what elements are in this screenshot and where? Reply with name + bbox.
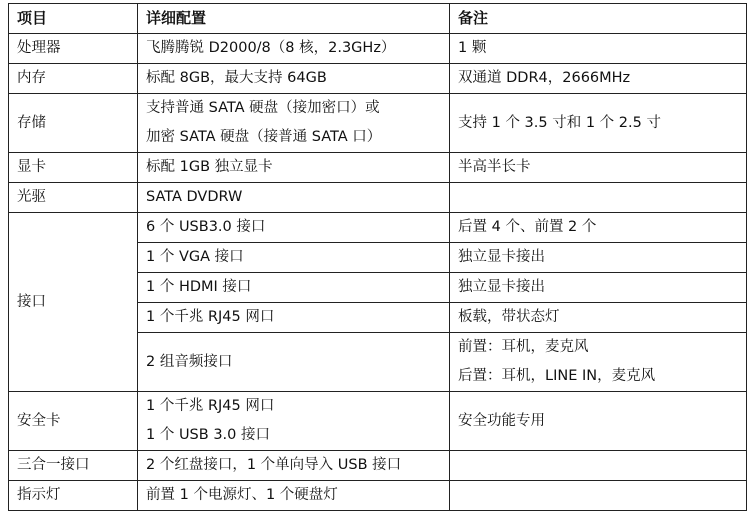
config-cell bbox=[138, 392, 450, 451]
note-cell: 独立显卡接出 bbox=[450, 273, 747, 303]
item-cell: 内存 bbox=[9, 64, 138, 94]
item-cell: 安全卡 bbox=[9, 392, 138, 451]
note-cell: 半高半长卡 bbox=[450, 153, 747, 183]
config-cell: 1 个 HDMI 接口 bbox=[138, 273, 450, 303]
config-line: 支持普通 SATA 硬盘（接加密口）或 bbox=[146, 100, 380, 116]
config-line: 1 个千兆 RJ45 网口 bbox=[146, 398, 275, 414]
item-cell: 光驱 bbox=[9, 183, 138, 213]
note-cell: 安全功能专用 bbox=[450, 392, 747, 451]
config-cell: 标配 8GB，最大支持 64GB bbox=[138, 64, 450, 94]
item-cell: 处理器 bbox=[9, 34, 138, 64]
note-cell bbox=[450, 183, 747, 213]
note-cell: 独立显卡接出 bbox=[450, 243, 747, 273]
config-cell: 1 个千兆 RJ45 网口 bbox=[138, 303, 450, 333]
note-cell bbox=[450, 451, 747, 481]
table-row bbox=[9, 183, 747, 213]
config-line: 1 个 USB 3.0 接口 bbox=[146, 427, 270, 443]
config-cell: 2 个红盘接口，1 个单向导入 USB 接口 bbox=[138, 451, 450, 481]
note-cell: 板载，带状态灯 bbox=[450, 303, 747, 333]
table-row bbox=[9, 153, 747, 183]
item-cell: 接口 bbox=[9, 213, 138, 392]
item-cell: 存储 bbox=[9, 94, 138, 153]
note-cell: 后置 4 个、前置 2 个 bbox=[450, 213, 747, 243]
config-cell: 1 个 VGA 接口 bbox=[138, 243, 450, 273]
note-cell: 支持 1 个 3.5 寸和 1 个 2.5 寸 bbox=[450, 94, 747, 153]
table-header-row bbox=[9, 4, 747, 34]
table-row bbox=[9, 481, 747, 511]
config-line: 加密 SATA 硬盘（接普通 SATA 口） bbox=[146, 129, 382, 145]
config-cell: 标配 1GB 独立显卡 bbox=[138, 153, 450, 183]
table-row bbox=[9, 64, 747, 94]
table-row bbox=[9, 213, 747, 243]
config-cell: 前置 1 个电源灯、1 个硬盘灯 bbox=[138, 481, 450, 511]
note-line: 前置：耳机，麦克风 bbox=[458, 339, 589, 355]
header-config: 详细配置 bbox=[138, 4, 450, 34]
note-cell bbox=[450, 481, 747, 511]
note-cell bbox=[450, 333, 747, 392]
table-row bbox=[9, 34, 747, 64]
config-cell: 飞腾腾锐 D2000/8（8 核，2.3GHz） bbox=[138, 34, 450, 64]
note-cell: 双通道 DDR4，2666MHz bbox=[450, 64, 747, 94]
spec-table bbox=[8, 3, 747, 511]
header-note: 备注 bbox=[450, 4, 747, 34]
config-cell bbox=[138, 94, 450, 153]
config-cell: SATA DVDRW bbox=[138, 183, 450, 213]
item-cell: 指示灯 bbox=[9, 481, 138, 511]
item-cell: 显卡 bbox=[9, 153, 138, 183]
header-item: 项目 bbox=[9, 4, 138, 34]
table-row bbox=[9, 94, 747, 153]
table-row bbox=[9, 451, 747, 481]
note-cell: 1 颗 bbox=[450, 34, 747, 64]
note-line: 后置：耳机，LINE IN，麦克风 bbox=[458, 368, 656, 384]
item-cell: 三合一接口 bbox=[9, 451, 138, 481]
config-cell: 2 组音频接口 bbox=[138, 333, 450, 392]
table-row bbox=[9, 392, 747, 451]
config-cell: 6 个 USB3.0 接口 bbox=[138, 213, 450, 243]
